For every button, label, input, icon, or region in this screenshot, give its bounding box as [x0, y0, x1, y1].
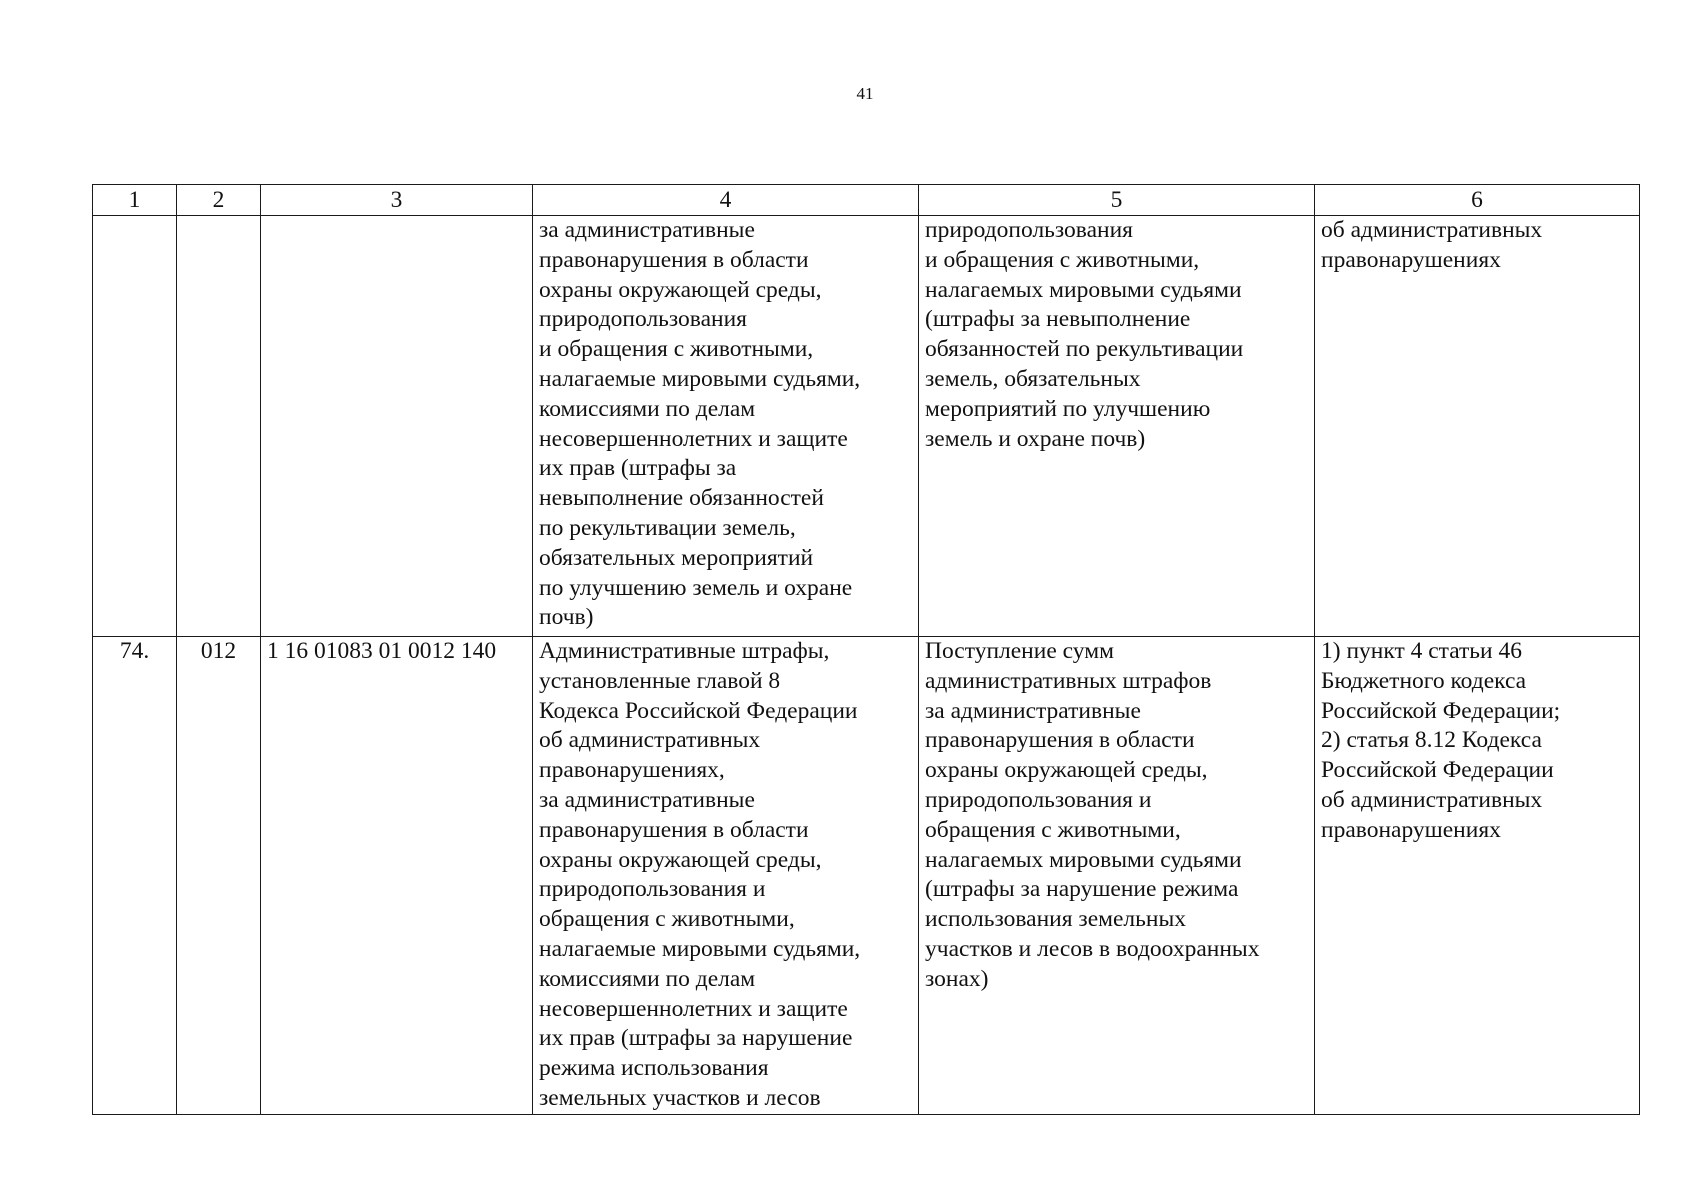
- column-header-3: 3: [261, 185, 533, 216]
- table-row: [93, 216, 1640, 637]
- column-header-6: 6: [1315, 185, 1640, 216]
- row-number-cell: 74.: [93, 637, 177, 1115]
- table-header-row: [93, 185, 1640, 216]
- admin-code-cell: 012: [177, 637, 261, 1115]
- column-header-2: 2: [177, 185, 261, 216]
- column-header-5: 5: [919, 185, 1315, 216]
- revenue-name-cell: за административные правонарушения в области охраны окружающей среды, природопользования и обращения с животными, налагаемые мировыми судьями, комиссиями по делам несовершеннолетних и защите их прав (штрафы за невыполнение обязанностей по рекультивации земель, обязательных мероприятий по улучшению земель и охране почв): [533, 216, 919, 637]
- revenue-codes-table: [92, 184, 1640, 1115]
- admin-code-cell: [177, 216, 261, 637]
- revenue-name-cell: Административные штрафы, установленные главой 8 Кодекса Российской Федерации об административных правонарушениях, за административные правонарушения в области охраны окружающей среды, природопользования и обращения с животными, налагаемые мировыми судьями, комиссиями по делам несовершеннолетних и защите их прав (штрафы за нарушение режима использования земельных участков и лесов: [533, 637, 919, 1115]
- legal-basis-cell: 1) пункт 4 статьи 46 Бюджетного кодекса Российской Федерации; 2) статья 8.12 Кодекса Российской Федерации об административных правонарушениях: [1315, 637, 1640, 1115]
- legal-basis-cell: об административных правонарушениях: [1315, 216, 1640, 637]
- revenue-description-cell: природопользования и обращения с животными, налагаемых мировыми судьями (штрафы за невыполнение обязанностей по рекультивации земель, обязательных мероприятий по улучшению земель и охране почв): [919, 216, 1315, 637]
- budget-code-cell: 1 16 01083 01 0012 140: [261, 637, 533, 1115]
- table-row: [93, 637, 1640, 1115]
- column-header-1: 1: [93, 185, 177, 216]
- budget-code-cell: [261, 216, 533, 637]
- page-number: 41: [856, 84, 874, 103]
- column-header-4: 4: [533, 185, 919, 216]
- revenue-description-cell: Поступление сумм административных штрафов за административные правонарушения в области охраны окружающей среды, природопользования и обращения с животными, налагаемых мировыми судьями (штрафы за нарушение режима использования земельных участков и лесов в водоохранных зонах): [919, 637, 1315, 1115]
- row-number-cell: [93, 216, 177, 637]
